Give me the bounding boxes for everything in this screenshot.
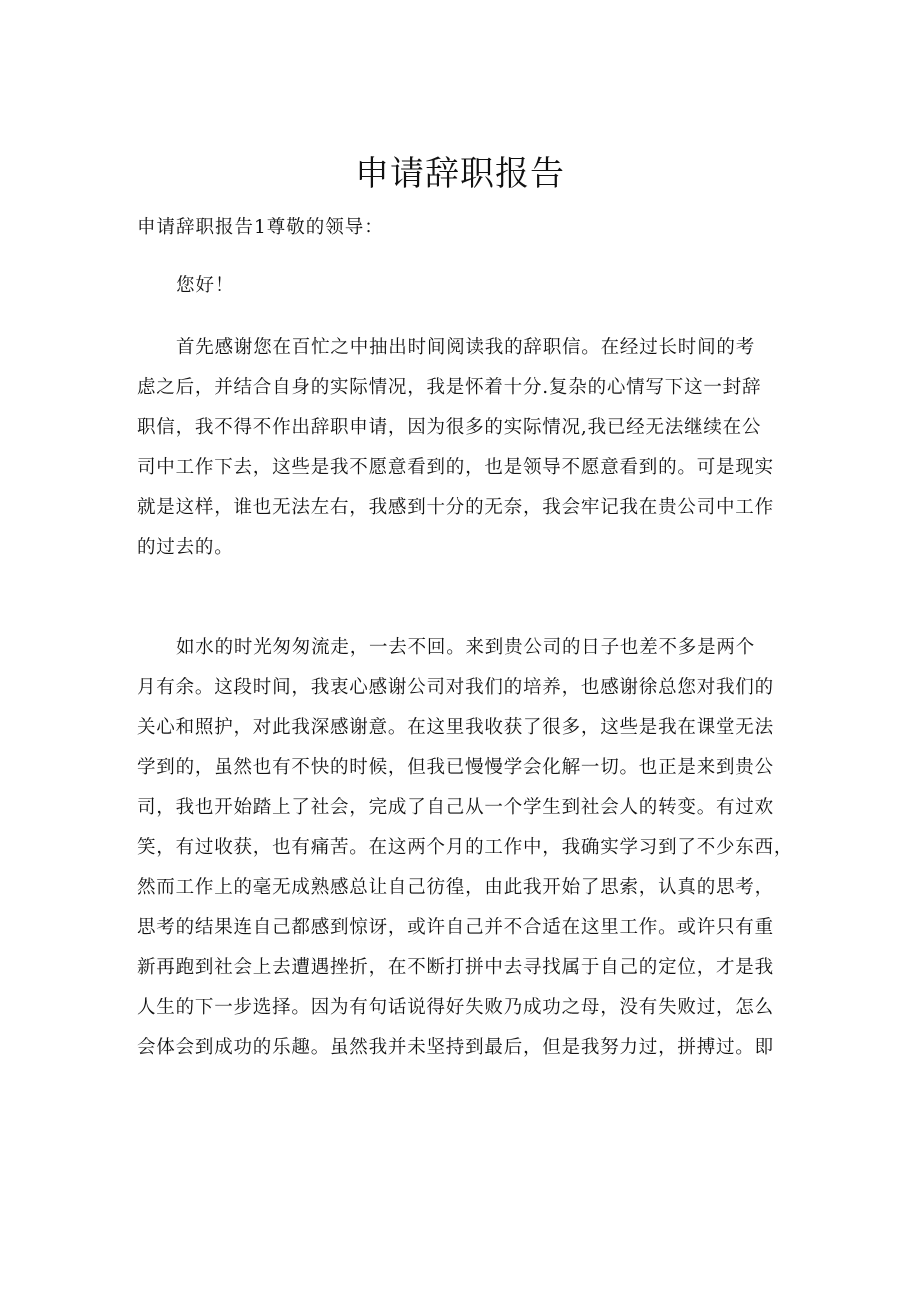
paragraph-line: 月有余。这段时间，我衷心感谢公司对我们的培养，也感谢徐总您对我们的: [137, 677, 774, 698]
paragraph-line: 就是这样，谁也无法左右，我感到十分的无奈，我会牢记我在贵公司中工作: [137, 497, 774, 518]
paragraph-line: 如水的时光匆匆流走，一去不回。来到贵公司的日子也差不多是两个: [176, 637, 756, 658]
paragraph-line: 职信，我不得不作出辞职申请，因为很多的实际情况,我已经无法继续在公: [137, 417, 762, 438]
paragraph-line: 思考的结果连自己都感到惊讶，或许自己并不合适在这里工作。或许只有重: [137, 917, 774, 938]
body-paragraph-1: [137, 328, 797, 568]
salutation: 申请辞职报告1尊敬的领导：: [137, 217, 384, 238]
paragraph-line: 司，我也开始踏上了社会，完成了自己从一个学生到社会人的转变。有过欢: [137, 797, 774, 818]
paragraph-line: 学到的，虽然也有不快的时候，但我已慢慢学会化解一切。也正是来到贵公: [137, 757, 774, 778]
greeting: 您好！: [176, 275, 235, 296]
paragraph-line: 关心和照护，对此我深感谢意。在这里我收获了很多，这些是我在课堂无法: [137, 717, 774, 738]
paragraph-line: 人生的下一步选择。因为有句话说得好失败乃成功之母，没有失败过，怎么: [137, 997, 774, 1018]
paragraph-line: 司中工作下去，这些是我不愿意看到的，也是领导不愿意看到的。可是现实: [137, 457, 774, 478]
document-title: 申请辞职报告: [355, 154, 565, 194]
paragraph-line: 会体会到成功的乐趣。虽然我并未坚持到最后，但是我努力过，拼搏过。即: [137, 1037, 774, 1058]
body-paragraph-2: [137, 628, 797, 1068]
paragraph-line: 首先感谢您在百忙之中抽出时间阅读我的辞职信。在经过长时间的考: [176, 337, 756, 358]
paragraph-line: 虑之后，并结合自身的实际情况，我是怀着十分.复杂的心情写下这一封辞: [137, 377, 762, 398]
paragraph-line: 的过去的。: [137, 537, 234, 558]
paragraph-line: 新再跑到社会上去遭遇挫折，在不断打拼中去寻找属于自己的定位，才是我: [137, 957, 774, 978]
paragraph-line: 笑，有过收获，也有痛苦。在这两个月的工作中，我确实学习到了不少东西，: [137, 837, 794, 858]
paragraph-line: 然而工作上的毫无成熟感总让自己彷徨，由此我开始了思索，认真的思考，: [137, 877, 774, 898]
